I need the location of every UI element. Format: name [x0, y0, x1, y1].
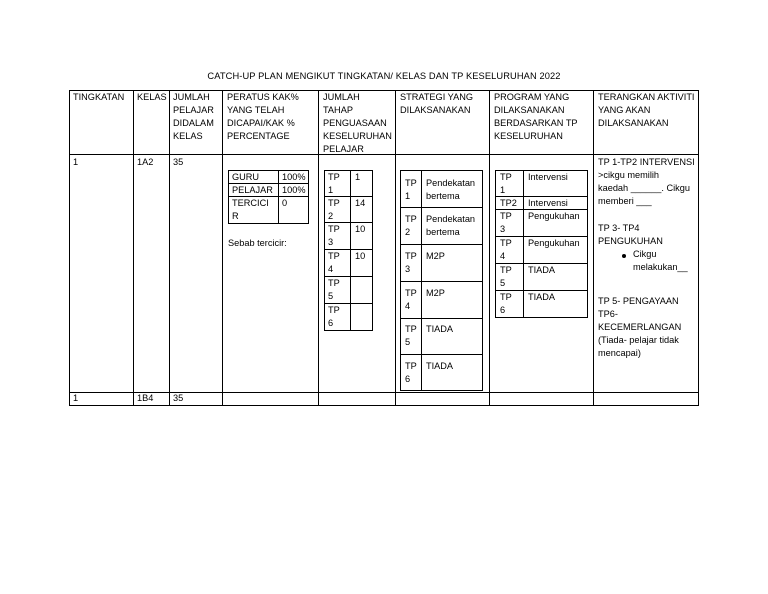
program-text: TIADA [528, 265, 556, 275]
peratus-value: 0 [282, 198, 288, 208]
program-text: Pengukuhan [528, 211, 580, 221]
table-rule [395, 90, 396, 406]
peratus-label: TERCICI R [232, 198, 269, 221]
table-rule [278, 170, 279, 224]
tahap-count: 1 [355, 172, 361, 182]
table-rule [169, 90, 170, 406]
strategi-text: TIADA [426, 324, 454, 334]
program-tp-label: TP 4 [500, 238, 512, 261]
program-text: TIADA [528, 292, 556, 302]
table-rule [222, 90, 223, 406]
strategi-text: Pendekatan bertema [426, 178, 476, 201]
row2-tingkatan: 1 [73, 393, 79, 403]
row1-jumlah: 35 [173, 157, 184, 167]
table-rule [69, 90, 70, 406]
table-rule [228, 170, 229, 224]
table-rule [318, 90, 319, 406]
peratus-label: PELAJAR [232, 185, 273, 195]
header-peratus: PERATUS KAK% YANG TELAH DICAPAI/KAK % PERCENTAGE [227, 92, 299, 141]
header-strategi: STRATEGI YANG DILAKSANAKAN [400, 92, 473, 115]
table-rule [698, 90, 699, 406]
program-text: Intervensi [528, 198, 568, 208]
bullet-dot-icon [622, 254, 626, 258]
header-kelas: KELAS [137, 92, 167, 102]
program-tp-label: TP 5 [500, 265, 512, 288]
strategi-text: M2P [426, 288, 445, 298]
program-tp-label: TP2 [500, 198, 517, 208]
header-aktiviti: TERANGKAN AKTIVITI YANG AKAN DILAKSANAKAN [598, 92, 695, 128]
strategi-tp-label: TP 5 [405, 324, 417, 347]
tahap-tp-label: TP 1 [328, 172, 340, 195]
table-rule [523, 170, 524, 318]
table-rule [400, 244, 483, 245]
aktiviti-block-pengayaan: TP 5- PENGAYAAN TP6- KECEMERLANGAN (Tiada- pelajar tidak mencapai) [598, 296, 682, 358]
tahap-count: 10 [355, 251, 366, 261]
program-tp-label: TP 3 [500, 211, 512, 234]
aktiviti-block-intervensi: TP 1-TP2 INTERVENSI >cikgu memilih kaedah ______. Cikgu memberi ___ [598, 157, 695, 206]
table-rule [400, 390, 483, 391]
row2-jumlah: 35 [173, 393, 184, 403]
strategi-tp-label: TP 1 [405, 178, 417, 201]
aktiviti-bullet-item: Cikgu melakukan__ [633, 249, 688, 272]
program-tp-label: TP 1 [500, 172, 512, 195]
program-text: Pengukuhan [528, 238, 580, 248]
table-rule [133, 90, 134, 406]
header-jumlah-tahap: JUMLAH TAHAP PENGUASAAN KESELURUHAN PELAJAR [323, 92, 392, 154]
sebab-tercicir-note: Sebab tercicir: [228, 238, 287, 248]
row1-tingkatan: 1 [73, 157, 79, 167]
strategi-text: Pendekatan bertema [426, 214, 476, 237]
program-tp-label: TP 6 [500, 292, 512, 315]
table-rule [489, 90, 490, 406]
table-rule [324, 170, 325, 331]
strategi-tp-label: TP 3 [405, 251, 417, 274]
strategi-tp-label: TP 4 [405, 288, 417, 311]
row1-kelas: 1A2 [137, 157, 154, 167]
table-rule [400, 170, 483, 171]
peratus-label: GURU [232, 172, 260, 182]
header-tingkatan: TINGKATAN [73, 92, 125, 102]
peratus-value: 100% [282, 185, 306, 195]
header-jumlah-pelajar: JUMLAH PELAJAR DIDALAM KELAS [173, 92, 214, 141]
table-rule [495, 170, 496, 318]
strategi-text: TIADA [426, 361, 454, 371]
table-rule [593, 90, 594, 406]
peratus-value: 100% [282, 172, 306, 182]
table-rule [372, 170, 373, 331]
tahap-count: 14 [355, 198, 366, 208]
tahap-tp-label: TP 6 [328, 305, 340, 328]
table-rule [495, 317, 588, 318]
table-rule [400, 318, 483, 319]
table-rule [228, 223, 309, 224]
table-rule [400, 354, 483, 355]
tahap-tp-label: TP 3 [328, 224, 340, 247]
table-rule [69, 405, 699, 406]
tahap-tp-label: TP 4 [328, 251, 340, 274]
table-rule [400, 207, 483, 208]
tahap-tp-label: TP 2 [328, 198, 340, 221]
table-rule [69, 392, 699, 393]
document-title: CATCH-UP PLAN MENGIKUT TINGKATAN/ KELAS DAN TP KESELURUHAN 2022 [207, 71, 561, 81]
tahap-count: 10 [355, 224, 366, 234]
strategi-text: M2P [426, 251, 445, 261]
row2-kelas: 1B4 [137, 393, 154, 403]
table-rule [587, 170, 588, 318]
tahap-tp-label: TP 5 [328, 278, 340, 301]
strategi-tp-label: TP 6 [405, 361, 417, 384]
table-rule [350, 170, 351, 331]
table-rule [308, 170, 309, 224]
table-rule [400, 281, 483, 282]
aktiviti-block-pengukuhan: TP 3- TP4 PENGUKUHAN [598, 223, 663, 246]
header-program: PROGRAM YANG DILAKSANAKAN BERDASARKAN TP KESELURUHAN [494, 92, 578, 141]
table-rule [324, 330, 373, 331]
program-text: Intervensi [528, 172, 568, 182]
strategi-tp-label: TP 2 [405, 214, 417, 237]
